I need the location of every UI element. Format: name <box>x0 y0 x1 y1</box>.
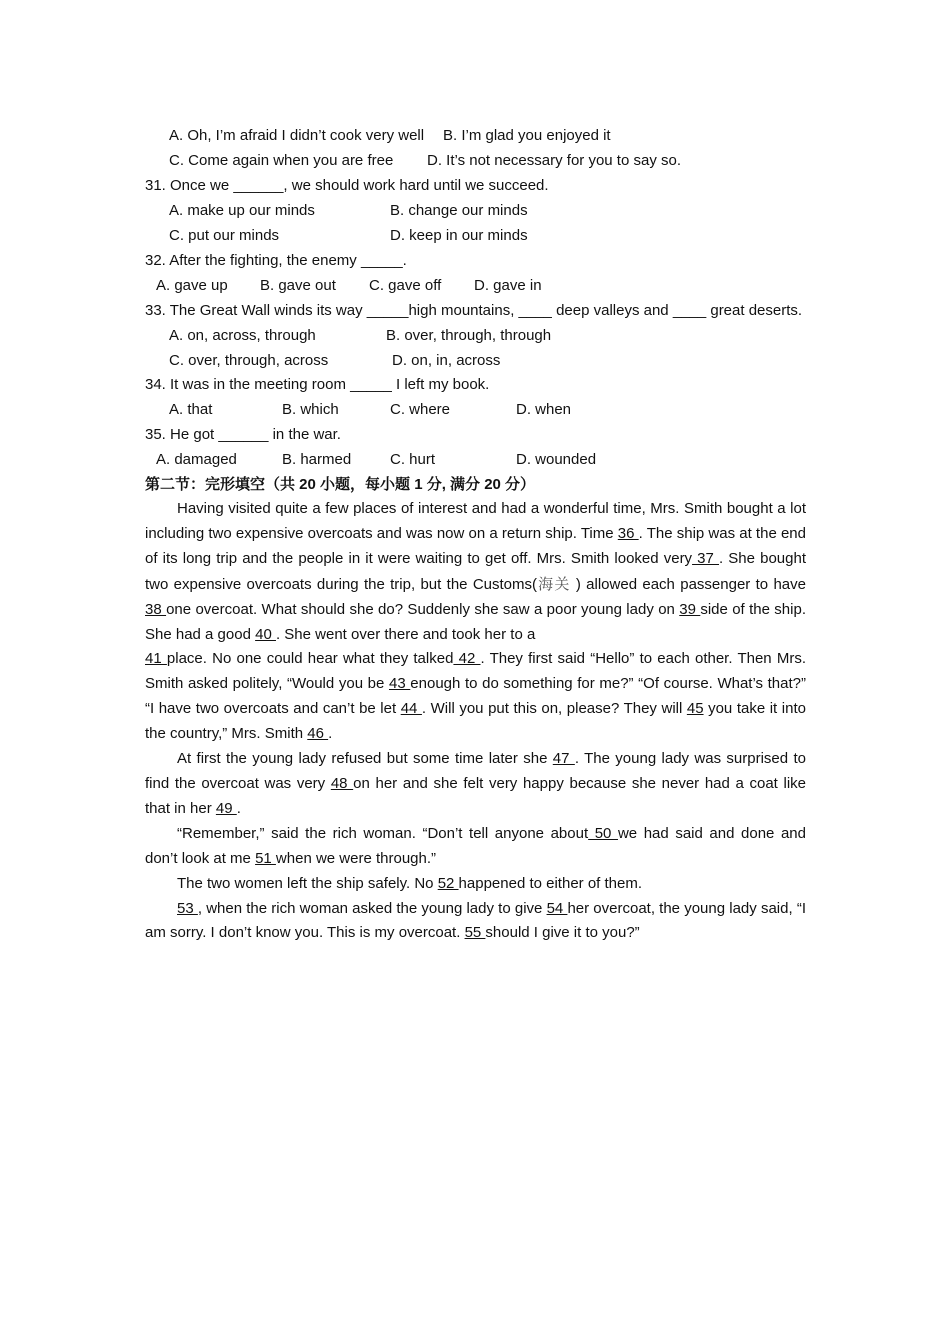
passage-text: should I give it to you?” <box>485 924 640 942</box>
passage-text: ) allowed each passenger to have <box>570 575 806 593</box>
passage-text: one overcoat. What should she do? Suddenly she saw a poor young lady on <box>166 600 680 618</box>
passage-text: enough to do something for me?” “Of course. What’s that?” “I have two overcoats and can’t be let <box>145 675 806 718</box>
q32-option-a: A. gave up <box>156 277 228 294</box>
q30-option-b: B. I’m glad you enjoyed it <box>443 127 611 144</box>
blank-36: 36 <box>617 524 639 542</box>
q35-stem: 35. He got ______ in the war. <box>145 426 341 443</box>
blank-44: 44 <box>400 700 422 718</box>
passage-text: . <box>328 725 333 743</box>
q32-option-b: B. gave out <box>260 277 336 294</box>
q35-option-d: D. wounded <box>516 451 597 468</box>
q33-stem: 33. The Great Wall winds its way _____high mountains, ____ deep valleys and ____ great deserts. <box>145 302 803 319</box>
passage-text: we had said and done and don’t look at me <box>145 824 806 867</box>
blank-52: 52 <box>437 874 459 892</box>
passage-text: side of the ship. She had a good <box>145 600 806 643</box>
q34-stem: 34. It was in the meeting room _____ I left my book. <box>145 376 490 393</box>
q32-option-c: C. gave off <box>369 277 442 294</box>
passage-text: At first the young lady refused but some time later she <box>177 750 553 768</box>
blank-47: 47 <box>552 750 575 768</box>
blank-45: 45 <box>686 700 704 718</box>
blank-39: 39 <box>679 600 701 618</box>
q31-option-d: D. keep in our minds <box>390 227 528 244</box>
section2-heading: 第二节：完形填空（共 20 小题，每小题 1 分, 满分 20 分） <box>145 476 536 493</box>
q32-stem: 32. After the fighting, the enemy _____. <box>145 252 407 269</box>
passage-text: when we were through.” <box>275 849 437 867</box>
blank-48: 48 <box>330 774 354 792</box>
q34-option-a: A. that <box>169 401 213 418</box>
passage-text: Having visited quite a few places of interest and had a wonderful time, Mrs. Smith bought a lot including two expensive overcoats and was now on a return ship. Time <box>145 500 806 542</box>
passage-text: . Will you put this on, please? They will <box>421 700 687 718</box>
q35-option-c: C. hurt <box>390 451 436 468</box>
q35-option-a: A. damaged <box>156 451 237 468</box>
passage-text: . <box>236 799 241 817</box>
q33-option-a: A. on, across, through <box>169 327 316 344</box>
passage-text: . She went over there and took her to a <box>275 625 536 643</box>
q34-option-d: D. when <box>516 401 572 418</box>
q31-option-b: B. change our minds <box>390 202 528 219</box>
q34-option-b: B. which <box>282 401 339 418</box>
q30-option-d: D. It’s not necessary for you to say so. <box>427 152 682 169</box>
q30-option-a: A. Oh, I’m afraid I didn’t cook very well <box>169 127 425 144</box>
blank-38: 38 <box>145 600 167 618</box>
q31-option-a: A. make up our minds <box>169 202 315 219</box>
passage-text: you take it into the country,” Mrs. Smith <box>145 700 806 743</box>
passage-paragraph-2 <box>145 747 806 822</box>
passage-text: place. No one could hear what they talked <box>166 650 454 668</box>
blank-50: 50 <box>588 824 618 842</box>
blank-54: 54 <box>546 899 568 917</box>
passage-text: happened to either of them. <box>458 874 643 892</box>
passage-text: , when the rich woman asked the young lady to give <box>197 899 547 917</box>
q35-option-b: B. harmed <box>282 451 352 468</box>
passage-text: . She bought two expensive overcoats during the trip, but the Customs( <box>145 549 806 593</box>
q31-option-c: C. put our minds <box>169 227 280 244</box>
passage-text: The two women left the ship safely. No <box>177 874 438 892</box>
passage-text: “Remember,” said the rich woman. “Don’t tell anyone about <box>177 824 589 842</box>
q30-option-c: C. Come again when you are free <box>169 152 394 169</box>
passage-paragraph-1 <box>145 497 806 747</box>
passage-paragraph-3 <box>145 822 806 872</box>
q33-option-d: D. on, in, across <box>392 352 501 369</box>
passage-paragraph-4 <box>145 872 806 897</box>
q32-option-d: D. gave in <box>474 277 542 294</box>
blank-46: 46 <box>307 725 329 743</box>
passage-text: . The ship was at the end of its long trip and the people in it were waiting to get off. Mrs. Smith looked very <box>145 524 806 567</box>
blank-49: 49 <box>215 799 237 817</box>
blank-53: 53 <box>177 899 198 917</box>
blank-43: 43 <box>388 675 411 693</box>
blank-42: 42 <box>453 650 481 668</box>
blank-51: 51 <box>255 849 276 867</box>
q34-option-c: C. where <box>390 401 451 418</box>
blank-40: 40 <box>255 625 276 643</box>
passage-paragraph-5 <box>145 897 806 947</box>
blank-55: 55 <box>464 924 486 942</box>
q31-stem: 31. Once we ______, we should work hard until we succeed. <box>145 177 549 194</box>
passage-text: on her and she felt very happy because she never had a coat like that in her <box>145 774 806 817</box>
q33-option-b: B. over, through, through <box>386 327 552 344</box>
blank-41: 41 <box>145 650 167 668</box>
blank-37: 37 <box>692 549 719 567</box>
customs-chinese: 海关 <box>537 574 571 593</box>
passage-text: . The young lady was surprised to find the overcoat was very <box>145 750 806 792</box>
passage-text: . They first said “Hello” to each other. Then Mrs. Smith asked politely, “Would you be <box>145 650 806 693</box>
passage-text: her overcoat, the young lady said, “I am sorry. I don’t know you. This is my overcoat. <box>145 899 806 942</box>
cloze-passage <box>145 497 806 946</box>
q33-option-c: C. over, through, across <box>169 352 329 369</box>
